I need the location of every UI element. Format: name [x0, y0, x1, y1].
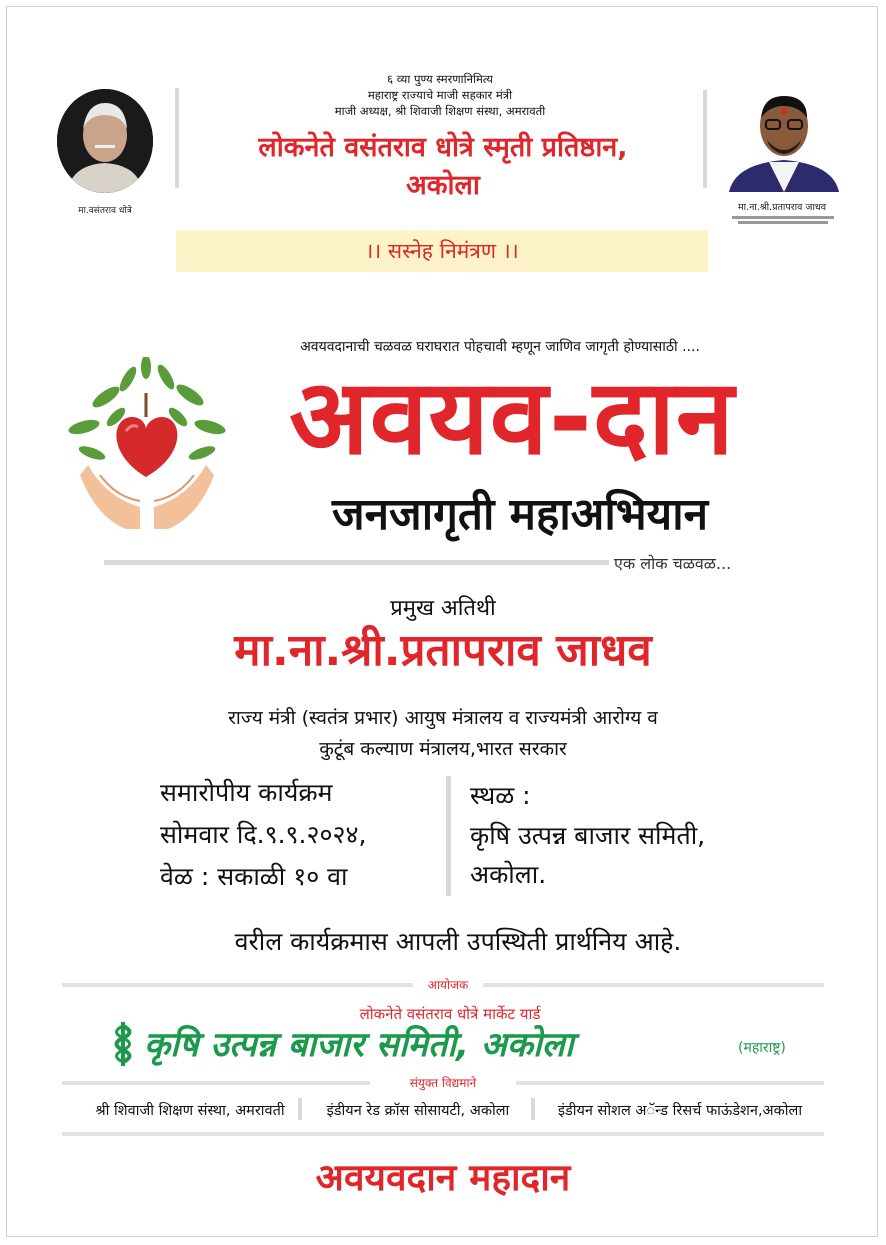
organizer-label: आयोजक: [413, 976, 483, 993]
state-name: (महाराष्ट्र): [738, 1040, 786, 1056]
program-time: वेळ : सकाळी १० वा: [160, 862, 348, 891]
org-divider-1: [298, 1098, 302, 1120]
venue-line2: अकोला.: [470, 860, 547, 889]
former-president-line: माजी अध्यक्ष, श्री शिवाजी शिक्षण संस्था, अमरावती: [334, 104, 546, 118]
chief-guest-designation-2: कुटूंब कल्याण मंत्रालय,भारत सरकार: [319, 738, 567, 760]
invitation-text: ।। सस्नेह निमंत्रण ।।: [365, 239, 519, 263]
portrait-vasantrao-dhotre: [57, 89, 153, 193]
footer-slogan: अवयवदान महादान: [315, 1156, 571, 1199]
people-movement-text: एक लोक चळवळ...: [614, 554, 732, 573]
program-title: समारोपीय कार्यक्रम: [160, 778, 333, 807]
invitation-banner: [176, 230, 708, 272]
chief-guest-designation-1: राज्य मंत्री (स्वतंत्र प्रभार) आयुष मंत्रालय व राज्यमंत्री आरोग्य व: [228, 707, 658, 729]
campaign-tagline: अवयवदानाची चळवळ घराघरात पोहचावी म्हणून जाणिव जागृती होण्यासाठी ....: [300, 339, 700, 355]
ek-lok-rule: [104, 560, 609, 565]
org-red-cross: इंडीयन रेड क्रॉस सोसायटी, अकोला: [326, 1103, 510, 1119]
apmc-name: कृषि उत्पन्न बाजार समिती, अकोला: [144, 1025, 574, 1065]
org-shivaji-shikshan: श्री शिवाजी शिक्षण संस्था, अमरावती: [95, 1103, 285, 1119]
program-date: सोमवार दि.९.९.२०२४,: [160, 820, 367, 849]
venue-label: स्थळ :: [470, 781, 531, 810]
right-portrait-caption: मा.ना.श्री.प्रतापराव जाधव: [737, 202, 827, 213]
venue-line1: कृषि उत्पन्न बाजार समिती,: [470, 821, 706, 850]
chief-guest-name: मा.ना.श्री.प्रतापराव जाधव: [234, 625, 652, 676]
right-caption-fineprint: [728, 214, 838, 228]
attendance-appeal: वरील कार्यक्रमास आपली उपस्थिती प्रार्थनिय आहे.: [234, 927, 682, 956]
left-portrait-caption: मा.वसंतराव धोत्रे: [78, 206, 132, 216]
header-divider-left: [175, 88, 179, 188]
pratishthan-name-line1: लोकनेते वसंतराव धोत्रे स्मृती प्रतिष्ठान,: [258, 132, 628, 163]
joint-organizers-label: संयुक्त विद्यमाने: [370, 1074, 516, 1091]
org-divider-2: [531, 1098, 535, 1120]
caduceus-icon: [108, 1020, 138, 1068]
portrait-prataprao-jadhav: [719, 86, 849, 192]
program-divider: [446, 776, 451, 896]
market-yard-name: लोकनेते वसंतराव धोत्रे मार्केट यार्ड: [359, 1005, 541, 1023]
org-social-research: इंडीयन सोशल अॅन्ड रिसर्च फाऊंडेशन,अकोला: [557, 1103, 803, 1119]
heart-in-hands-icon: [66, 357, 228, 529]
anniversary-line: ६ व्या पुण्य स्मरणानिमित्य: [387, 72, 493, 86]
former-minister-line: महाराष्ट्र राज्याचे माजी सहकार मंत्री: [367, 88, 513, 102]
campaign-subtitle: जनजागृती महाअभियान: [331, 489, 709, 540]
pratishthan-name-line2: अकोला: [406, 170, 480, 201]
bottom-rule: [62, 1132, 824, 1136]
chief-guest-label: प्रमुख अतिथी: [390, 596, 496, 621]
campaign-title: अवयव-दान: [289, 356, 735, 478]
